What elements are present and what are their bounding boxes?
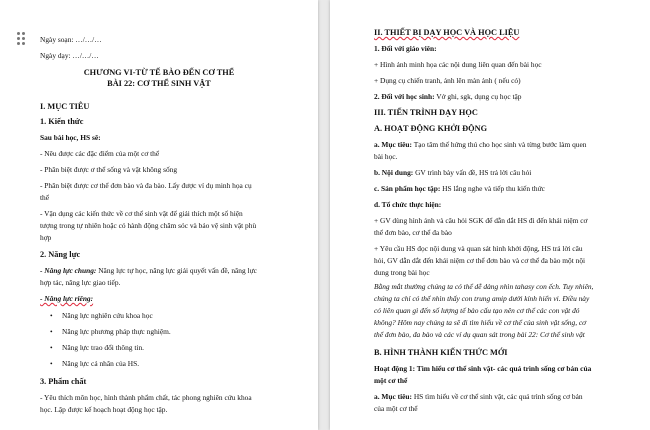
quality-item: - Yêu thích môn học, hình thành phẩm chất, tác phong nghiên cứu khoa	[40, 393, 252, 402]
organization-item-cont: dung trong bài học	[374, 268, 430, 277]
chapter-title: CHƯƠNG VI-TỪ TẾ BÀO ĐẾN CƠ THỂ	[83, 68, 235, 77]
student-text: Vở ghi, sgk, dụng cụ học tập	[434, 92, 522, 101]
knowledge-item-cont: tượng trong tự nhiên hoặc có hành động chăm sóc và bảo vệ sinh vật phù	[40, 221, 257, 230]
knowledge-item-cont: hợp	[40, 233, 52, 242]
intro-paragraph-cont: có liên quan gì đến số lượng tế bào cấu tạo nên cơ thể các con vật đó	[374, 306, 580, 315]
document-page-right	[330, 0, 650, 430]
activity-1-title-cont: một cơ thể	[374, 376, 408, 385]
specific-competence-label: - Năng lực riêng:	[40, 294, 94, 303]
student-label: 2. Đối với học sinh:	[374, 92, 435, 101]
document-page-left	[0, 0, 318, 430]
intro-paragraph-cont: không? Hôm nay chúng ta sẽ đi tìm hiểu về cơ thể của sinh vật sống, cơ	[374, 318, 587, 327]
product-text: HS lắng nghe và tiếp thu kiến thức	[440, 184, 545, 193]
knowledge-item: - Nêu được các đặc điểm của một cơ thể	[40, 149, 160, 158]
subsection-competence: 2. Năng lực	[40, 250, 81, 259]
product-line	[374, 184, 545, 193]
content-line	[374, 168, 531, 177]
student-line	[374, 92, 521, 101]
aim-line	[374, 140, 586, 149]
teach-date: Ngày dạy: …/…/…	[40, 51, 99, 60]
aim-text: Tạo tâm thế hứng thú cho học sinh và từng bước làm quen	[411, 140, 587, 149]
subsection-knowledge: 1. Kiến thức	[40, 117, 84, 126]
content-text: GV trình bày vấn đề, HS trả lời câu hỏi	[413, 168, 532, 177]
specific-competence-item: • Năng lực phương pháp thực nghiệm.	[62, 327, 171, 336]
general-competence	[40, 266, 257, 275]
organization-item-cont: thể đơn bào, cơ thể đa bào	[374, 228, 452, 237]
quality-item-cont: học. Lập được kế hoạch hoạt động học tập.	[40, 405, 168, 414]
teacher-item: + Hình ảnh minh họa các nội dung liên quan đến bài học	[374, 60, 542, 69]
knowledge-item: - Vận dụng các kiến thức về cơ thể sinh vật để giải thích một số hiện	[40, 209, 243, 218]
content-label: b. Nội dung:	[374, 168, 414, 177]
organization-item: + GV dùng hình ảnh và câu hỏi SGK để dẫn dắt HS đi đến khái niệm cơ	[374, 216, 588, 225]
knowledge-item: - Phân biệt được ơ thể sống và vật không sống	[40, 165, 178, 174]
section-equipment: II. THIẾT BỊ DẠY HỌC VÀ HỌC LIỆU	[374, 28, 520, 37]
general-competence-label: - Năng lực chung:	[40, 266, 97, 275]
section-new-knowledge: B. HÌNH THÀNH KIẾN THỨC MỚI	[374, 348, 508, 357]
intro-paragraph-cont: chúng ta chỉ có thể nhìn thấy con trung amip dưới kính hiển vi. Điều này	[374, 294, 590, 303]
knowledge-item: - Phân biệt được cơ thể đơn bào và đa bào. Lấy được ví dụ minh họa cụ	[40, 181, 252, 190]
activity-aim-label: a. Mục tiêu:	[374, 392, 412, 401]
after-lesson-label: Sau bài học, HS sẽ:	[40, 133, 101, 142]
general-competence-text: Năng lực tự học, năng lực giải quyết vấn đề, năng lực	[96, 266, 257, 275]
activity-aim-text-cont: của một cơ thể	[374, 404, 418, 413]
section-teaching-process: III. TIẾN TRÌNH DẠY HỌC	[374, 108, 478, 117]
specific-competence-item: • Năng lực trao đổi thông tin.	[62, 343, 144, 352]
aim-text-cont: bài học.	[374, 152, 398, 161]
organization-item-cont: hỏi, GV dẫn dắt đến khái niệm cơ thể đơn bào và cơ thể đa bào một nội	[374, 256, 586, 265]
activity-aim-text: HS tìm hiểu về cơ thể sinh vật, các quá trình sống cơ bản	[411, 392, 583, 401]
organization-label: d. Tổ chức thực hiện:	[374, 200, 442, 209]
subsection-qualities: 3. Phẩm chất	[40, 377, 87, 386]
activity-aim-line	[374, 392, 583, 401]
organization-item: + Yêu cầu HS đọc nội dung và quan sát hình khởi động, HS trả lời câu	[374, 244, 583, 253]
teacher-item: + Dụng cụ chiến tranh, ảnh lên màn ảnh ( nếu có)	[374, 76, 521, 85]
teacher-label: 1. Đối với giáo viên:	[374, 44, 437, 53]
general-competence-cont: hợp tác, năng lực giao tiếp.	[40, 278, 121, 287]
drag-handle-icon[interactable]	[17, 32, 25, 44]
activity-1-title: Hoạt động 1: Tìm hiểu cơ thể sinh vật- các quá trình sống cơ bản của	[374, 364, 592, 373]
lesson-title: BÀI 22: CƠ THỂ SINH VẬT	[107, 79, 211, 88]
section-warmup: A. HOẠT ĐỘNG KHỞI ĐỘNG	[374, 124, 488, 133]
knowledge-item-cont: thể	[40, 193, 50, 202]
specific-competence-item: • Năng lực cá nhân của HS.	[62, 359, 139, 368]
specific-competence-item: • Năng lực nghiên cứu khoa học	[62, 311, 153, 320]
aim-label: a. Mục tiêu:	[374, 140, 412, 149]
intro-paragraph-cont: thể đơn bào, đa bào và các ví dụ quan sát trong bài 22: Cơ thể sinh vật	[374, 330, 585, 339]
section-objectives: I. MỤC TIÊU	[40, 102, 90, 111]
product-label: c. Sản phẩm học tập:	[374, 184, 441, 193]
intro-paragraph: Bằng mắt thường chúng ta có thể dễ dàng nhìn tahasy con ếch. Tuy nhiên,	[374, 282, 594, 291]
prep-date: Ngày soạn: …/…/…	[40, 35, 102, 44]
